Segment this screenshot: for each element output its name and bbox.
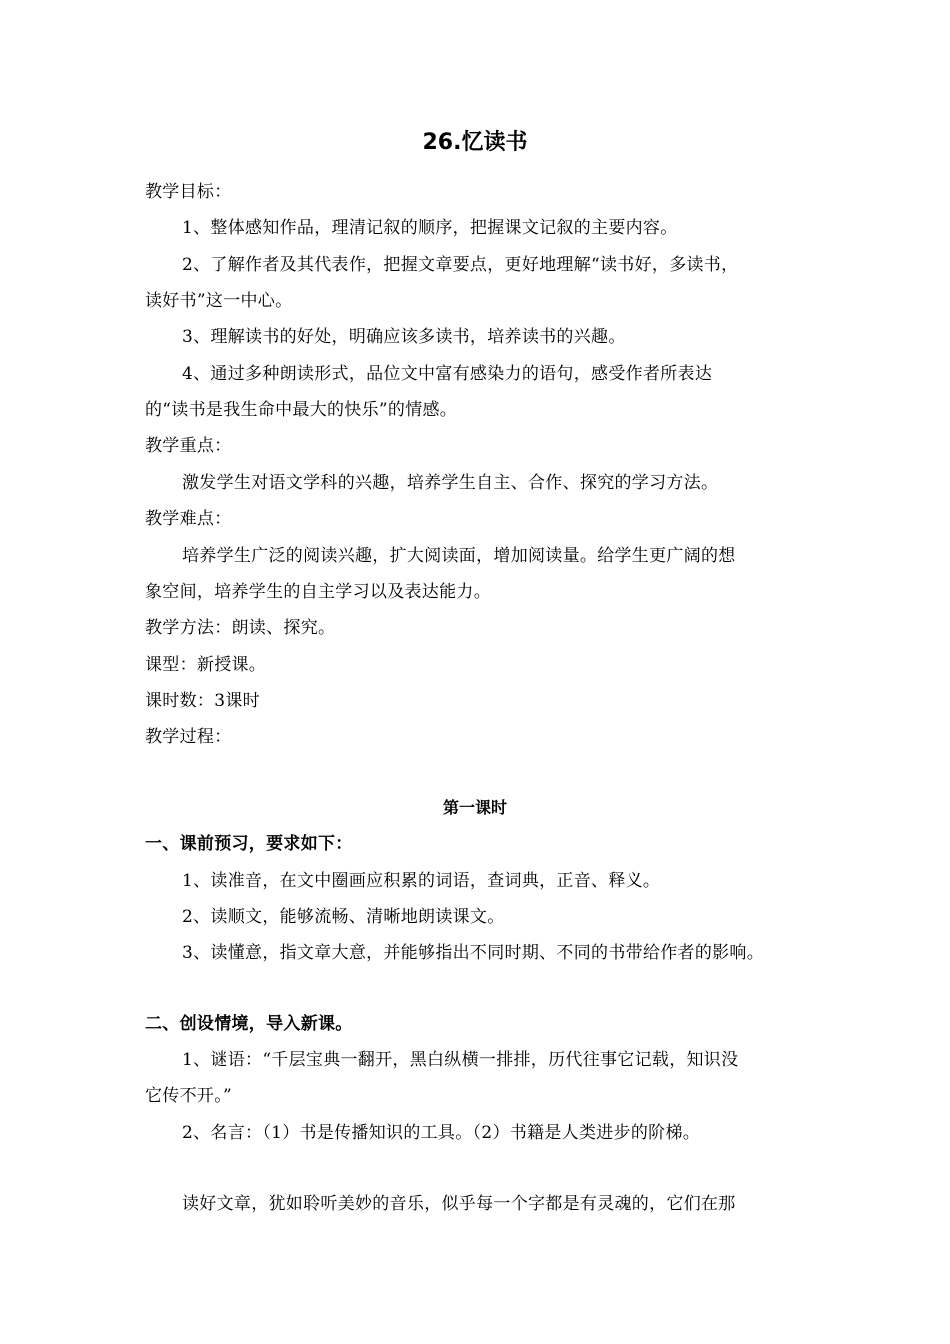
- section-2-item-2: 2、名言：（1）书是传播知识的工具。（2）书籍是人类进步的阶梯。: [182, 1123, 701, 1143]
- lesson-type: 课型：新授课。: [145, 655, 267, 675]
- section-2-item-1-line-1: 1、谜语：“千层宝典一翻开，黑白纵横一排排，历代往事它记载，知识没: [182, 1050, 739, 1070]
- lesson-1-title: 第一课时: [442, 798, 507, 817]
- teaching-method: 教学方法：朗读、探究。: [145, 618, 336, 638]
- intro-paragraph: 读好文章，犹如聆听美妙的音乐，似乎每一个字都是有灵魂的，它们在那: [182, 1194, 736, 1214]
- objectives-heading: 教学目标：: [145, 182, 232, 202]
- process-heading: 教学过程：: [145, 727, 232, 747]
- objective-item-3: 3、理解读书的好处，明确应该多读书，培养读书的兴趣。: [182, 327, 626, 347]
- key-points-heading: 教学重点：: [145, 436, 232, 456]
- section-2-heading: 二、创设情境，导入新课。: [145, 1014, 353, 1034]
- objective-item-4-line-1: 4、通过多种朗读形式，品位文中富有感染力的语句，感受作者所表达: [182, 364, 713, 384]
- key-points-text: 激发学生对语文学科的兴趣，培养学生自主、合作、探究的学习方法。: [182, 473, 719, 493]
- section-1-heading: 一、课前预习，要求如下：: [145, 834, 353, 854]
- section-1-item-1: 1、读准音，在文中圈画应积累的词语，查词典，正音、释义。: [182, 871, 661, 891]
- section-2-item-1-line-2: 它传不开。”: [145, 1086, 232, 1106]
- page-title: 26.忆读书: [422, 130, 528, 155]
- difficulties-heading: 教学难点：: [145, 509, 232, 529]
- lesson-hours: 课时数：3课时: [145, 691, 260, 711]
- section-1-item-2: 2、读顺文，能够流畅、清晰地朗读课文。: [182, 907, 505, 927]
- objective-item-2-line-1: 2、了解作者及其代表作，把握文章要点，更好地理解“读书好，多读书，: [182, 255, 739, 275]
- objective-item-2-line-2: 读好书”这一中心。: [145, 291, 293, 311]
- difficulties-text-line-2: 象空间，培养学生的自主学习以及表达能力。: [145, 582, 491, 602]
- section-1-item-3: 3、读懂意，指文章大意，并能够指出不同时期、不同的书带给作者的影响。: [182, 943, 765, 963]
- objective-item-4-line-2: 的“读书是我生命中最大的快乐”的情感。: [145, 400, 458, 420]
- objective-item-1: 1、整体感知作品，理清记叙的顺序，把握课文记叙的主要内容。: [182, 218, 678, 238]
- difficulties-text-line-1: 培养学生广泛的阅读兴趣，扩大阅读面，增加阅读量。给学生更广阔的想: [182, 546, 736, 566]
